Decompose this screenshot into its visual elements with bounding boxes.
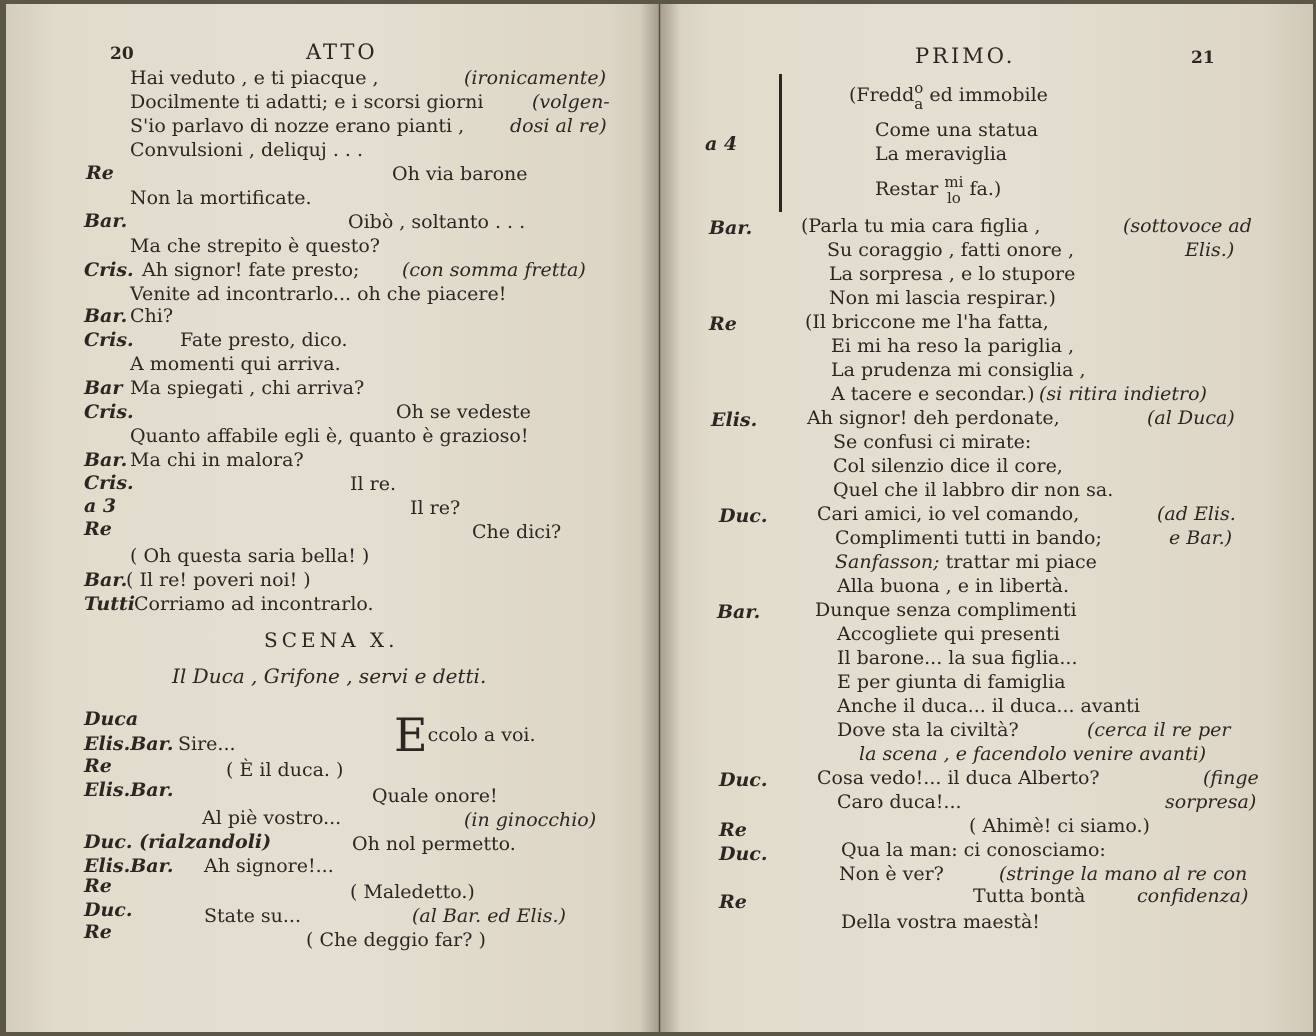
speaker-name: Cris.: [84, 329, 134, 351]
text-line: A momenti qui arriva.: [130, 353, 341, 375]
text-line: Quale onore!: [372, 785, 498, 807]
speaker-name: Re: [719, 891, 747, 913]
stage-direction: (ironicamente): [464, 67, 607, 89]
text-line: State su...: [204, 905, 302, 927]
stage-direction: Elis.): [1185, 239, 1235, 261]
stage-direction: e Bar.): [1169, 527, 1233, 549]
stage-direction: sorpresa): [1165, 791, 1257, 813]
text-line: ( È il duca. ): [226, 759, 344, 781]
stage-direction: (ad Elis.: [1157, 503, 1236, 525]
speaker-name: Duc.: [719, 505, 768, 527]
stage-direction: (volgen-: [532, 91, 610, 113]
speaker-name: Cris.: [84, 472, 134, 494]
stage-direction: dosi al re): [510, 115, 607, 137]
text-line: Oibò , soltanto . . .: [348, 211, 526, 233]
stage-direction: (con somma fretta): [402, 259, 586, 281]
speaker-name: Tutti: [84, 593, 135, 615]
stage-direction: (sottovoce ad: [1123, 215, 1252, 237]
text-line: Non mi lascia respirar.): [829, 287, 1056, 309]
text-line: ( Oh questa saria bella! ): [130, 545, 370, 567]
text-line: Chi?: [130, 305, 174, 327]
speaker-name: Duc. (rialzandoli): [84, 831, 272, 853]
text-line: Eccolo a voi.: [394, 708, 536, 762]
text-line: Ah signore!...: [204, 855, 334, 877]
text-line: Cosa vedo!... il duca Alberto?: [817, 767, 1100, 789]
page-number: 21: [1191, 48, 1215, 68]
speaker-name: Bar.: [84, 210, 128, 232]
text-line: Ah signor! fate presto;: [142, 259, 360, 281]
text-line: Convulsioni , deliquj . . .: [130, 139, 364, 161]
text-line: Ma chi in malora?: [130, 449, 304, 471]
text-line: Il re.: [350, 473, 396, 495]
text-line: Se confusi ci mirate:: [833, 431, 1032, 453]
text-line: Accogliete qui presenti: [837, 623, 1060, 645]
speaker-name: Re: [84, 875, 112, 897]
running-head: PRIMO.: [915, 44, 1016, 68]
text-line: Oh nol permetto.: [352, 833, 516, 855]
text-line: Col silenzio dice il core,: [833, 455, 1063, 477]
stage-direction: (al Bar. ed Elis.): [412, 905, 566, 927]
stage-direction: (in ginocchio): [464, 809, 597, 831]
text-line: Della vostra maestà!: [841, 911, 1040, 933]
text-line: Alla buona , e in libertà.: [837, 575, 1070, 597]
text-line: Caro duca!...: [837, 791, 962, 813]
speaker-name: Re: [84, 755, 112, 777]
text-line: S'io parlavo di nozze erano pianti ,: [130, 115, 465, 137]
speaker-name: Bar.: [717, 601, 761, 623]
speaker-name: Bar.: [709, 217, 753, 239]
text-line: Dunque senza complimenti: [815, 599, 1077, 621]
speaker-name: Cris.: [84, 401, 134, 423]
stage-direction: (finge: [1203, 767, 1259, 789]
scene-cast: Il Duca , Grifone , servi e detti.: [172, 664, 487, 688]
text-line: Complimenti tutti in bando;: [835, 527, 1102, 549]
text-line: Al piè vostro...: [202, 807, 342, 829]
speaker-name: Duca: [84, 708, 139, 730]
speaker-name: Bar.: [84, 569, 128, 591]
stage-direction: (cerca il re per: [1087, 719, 1231, 741]
speaker-name: Re: [719, 819, 747, 841]
speaker-name: Elis.Bar.: [84, 779, 174, 801]
text-line: Restar mi lo fa.): [875, 173, 1002, 207]
text-line: Anche il duca... il duca... avanti: [837, 695, 1140, 717]
speaker-name: Elis.Bar.: [84, 855, 174, 877]
text-line: E per giunta di famiglia: [837, 671, 1066, 693]
text-line: Ma che strepito è questo?: [130, 235, 380, 257]
text-line: Tutta bontà: [973, 885, 1086, 907]
text-line: (Parla tu mia cara figlia ,: [801, 215, 1041, 237]
text-line: Come una statua: [875, 119, 1039, 141]
text-line: A tacere e secondar.): [831, 383, 1035, 405]
speaker-name: Duc.: [719, 769, 768, 791]
text-line: Sanfasson; trattar mi piace: [835, 551, 1097, 573]
text-line: ( Maledetto.): [350, 881, 475, 903]
text-line: (Il briccone me l'ha fatta,: [805, 311, 1049, 333]
text-line: (Freddo a ed immobile: [849, 79, 1048, 113]
text-line: Non è ver?: [839, 863, 944, 885]
speaker-name: a 3: [84, 495, 117, 517]
stage-direction: (si ritira indietro): [1039, 383, 1207, 405]
stage-direction: (stringe la mano al re con: [999, 863, 1248, 885]
left-page: [6, 4, 659, 1032]
speaker-name: Re: [84, 518, 112, 540]
running-head: ATTO: [306, 40, 378, 64]
text-line: Sire...: [178, 733, 236, 755]
text-line: ( Il re! poveri noi! ): [126, 569, 311, 591]
book-gutter: [640, 4, 680, 1032]
text-line: Oh se vedeste: [396, 401, 531, 423]
text-line: Oh via barone: [392, 163, 528, 185]
speaker-name: Re: [86, 162, 114, 184]
text-line: Dove sta la civiltà?: [837, 719, 1019, 741]
text-line: Qua la man: ci conosciamo:: [841, 839, 1106, 861]
text-line: Che dici?: [472, 521, 562, 543]
text-line: La meraviglia: [875, 143, 1008, 165]
ensemble-brace: [779, 74, 782, 212]
text-line: Fate presto, dico.: [180, 329, 348, 351]
text-line: Quanto affabile egli è, quanto è grazioso!: [130, 425, 529, 447]
text-line: ( Ahimè! ci siamo.): [969, 815, 1150, 837]
text-line: La prudenza mi consiglia ,: [831, 359, 1086, 381]
speaker-name: Re: [709, 313, 737, 335]
text-line: Venite ad incontrarlo... oh che piacere!: [130, 283, 507, 305]
speaker-name: Elis.: [711, 409, 758, 431]
text-line: Non la mortificate.: [130, 187, 312, 209]
speaker-name: Duc.: [719, 843, 768, 865]
speaker-name: Bar: [84, 377, 123, 399]
stage-direction: confidenza): [1137, 885, 1249, 907]
page-number: 20: [110, 44, 134, 64]
stage-direction: la scena , e facendolo venire avanti): [859, 743, 1207, 765]
text-line: Ah signor! deh perdonate,: [807, 407, 1060, 429]
speaker-name: Re: [84, 921, 112, 943]
text-line: Quel che il labbro dir non sa.: [833, 479, 1114, 501]
text-line: Il re?: [410, 497, 461, 519]
stage-direction: (al Duca): [1147, 407, 1235, 429]
speaker-name: Duc.: [84, 899, 133, 921]
speaker-name: Cris.: [84, 259, 134, 281]
speaker-name: Bar.: [84, 449, 128, 471]
right-page: [660, 4, 1313, 1032]
text-line: La sorpresa , e lo stupore: [829, 263, 1076, 285]
speaker-name: Elis.Bar.: [84, 733, 174, 755]
text-line: Ma spiegati , chi arriva?: [130, 377, 365, 399]
drop-initial: E: [394, 708, 428, 762]
text-line: Hai veduto , e ti piacque ,: [130, 67, 379, 89]
text-line: Corriamo ad incontrarlo.: [134, 593, 374, 615]
text-line: Cari amici, io vel comando,: [817, 503, 1080, 525]
speaker-name: a 4: [705, 133, 738, 155]
speaker-name: Bar.: [84, 305, 128, 327]
text-line: Ei mi ha reso la pariglia ,: [831, 335, 1075, 357]
text-line: ( Che deggio far? ): [306, 929, 486, 951]
text-line: Il barone... la sua figlia...: [837, 647, 1078, 669]
scene-title: SCENA X.: [264, 628, 399, 652]
text-line: Docilmente ti adatti; e i scorsi giorni: [130, 91, 484, 113]
text-line: Su coraggio , fatti onore ,: [827, 239, 1075, 261]
